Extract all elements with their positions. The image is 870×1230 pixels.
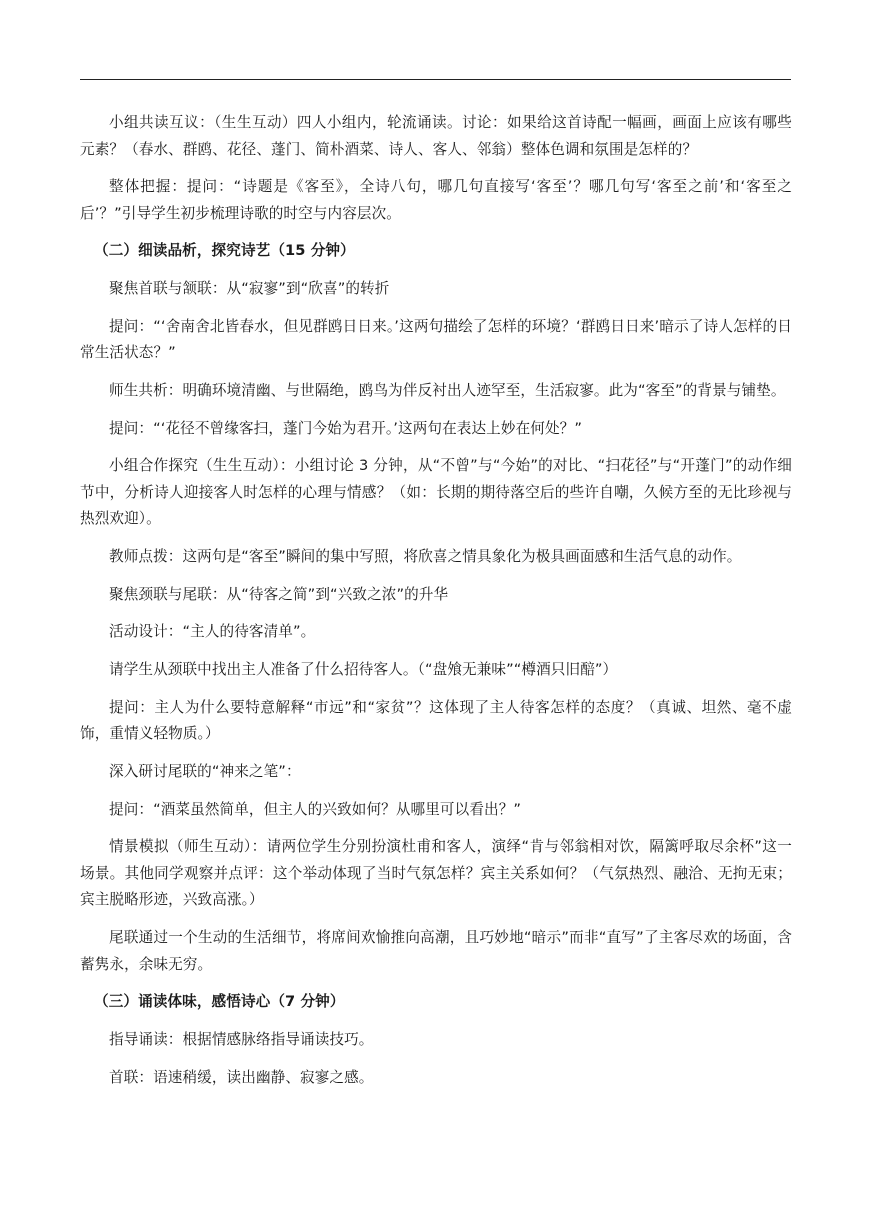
paragraph: 提问：“‘舍南舍北皆春水，但见群鸥日日来。’这两句描绘了怎样的环境？‘群鸥日日来’暗示了诗人怎样的日常生活状态？” xyxy=(80,317,792,362)
paragraph: 提问：主人为什么要特意解释“市远”和“家贫”？这体现了主人待客怎样的态度？（真诚、坦然、毫不虚饰，重情义轻物质。） xyxy=(80,698,792,743)
paragraph: 请学生从颈联中找出主人准备了什么招待客人。（“盘飧无兼味”“樽酒只旧醅”） xyxy=(109,661,618,679)
paragraph: 提问：“酒菜虽然简单，但主人的兴致如何？从哪里可以看出？” xyxy=(109,800,522,818)
paragraph: 聚焦首联与颔联：从“寂寥”到“欣喜”的转折 xyxy=(109,280,390,298)
paragraph: 首联：语速稍缓，读出幽静、寂寥之感。 xyxy=(109,1068,374,1086)
paragraph: 小组共读互议：（生生互动）四人小组内，轮流诵读。讨论：如果给这首诗配一幅画，画面上应该有哪些元素？（春水、群鸥、花径、蓬门、简朴酒菜、诗人、客人、邻翁）整体色调和氛围是怎样的？ xyxy=(80,114,792,158)
paragraph: 小组合作探究（生生互动）：小组讨论 3 分钟，从“不曾”与“今始”的对比、“扫花径”与“开蓬门”的动作细节中，分析诗人迎接客人时怎样的心理与情感？（如：长期的期待落空后的些许自嘲，久候方至的无比珍视与热烈欢迎）。 xyxy=(80,457,792,528)
paragraph: 深入研讨尾联的“神来之笔”： xyxy=(109,762,301,780)
paragraph: 提问：“‘花径不曾缘客扫，蓬门今始为君开。’这两句在表达上妙在何处？” xyxy=(109,419,583,437)
paragraph: 聚焦颈联与尾联：从“待客之简”到“兴致之浓”的升华 xyxy=(109,585,449,603)
paragraph: 指导诵读：根据情感脉络指导诵读技巧。 xyxy=(109,1030,374,1048)
document-body xyxy=(80,110,792,1102)
paragraph: 活动设计：“主人的待客清单”。 xyxy=(109,623,316,641)
header-rule xyxy=(80,79,791,80)
paragraph: 情景模拟（师生互动）：请两位学生分别扮演杜甫和客人，演绎“肯与邻翁相对饮，隔篱呼取尽余杯”这一场景。其他同学观察并点评：这个举动体现了当时气氛怎样？宾主关系如何？（气氛热烈、融洽、无拘无束；宾主脱略形迹，兴致高涨。） xyxy=(80,838,792,909)
paragraph: 教师点拨：这两句是“客至”瞬间的集中写照，将欣喜之情具象化为极具画面感和生活气息的动作。 xyxy=(109,548,742,565)
paragraph: 师生共析：明确环境清幽、与世隔绝，鸥鸟为伴反衬出人迹罕至，生活寂寥。此为“客至”的背景与铺垫。 xyxy=(109,381,786,399)
section-heading: （二）细读品析，探究诗艺（15 分钟） xyxy=(94,242,355,260)
paragraph: 整体把握：提问：“诗题是《客至》，全诗八句，哪几句直接写‘客至’？哪几句写‘客至之前’和‘客至之后’？”引导学生初步梳理诗歌的时空与内容层次。 xyxy=(80,178,792,222)
paragraph: 尾联通过一个生动的生活细节，将席间欢愉推向高潮，且巧妙地“暗示”而非“直写”了主客尽欢的场面，含蓄隽永，余味无穷。 xyxy=(80,929,792,973)
section-heading: （三）诵读体味，感悟诗心（7 分钟） xyxy=(94,993,345,1011)
